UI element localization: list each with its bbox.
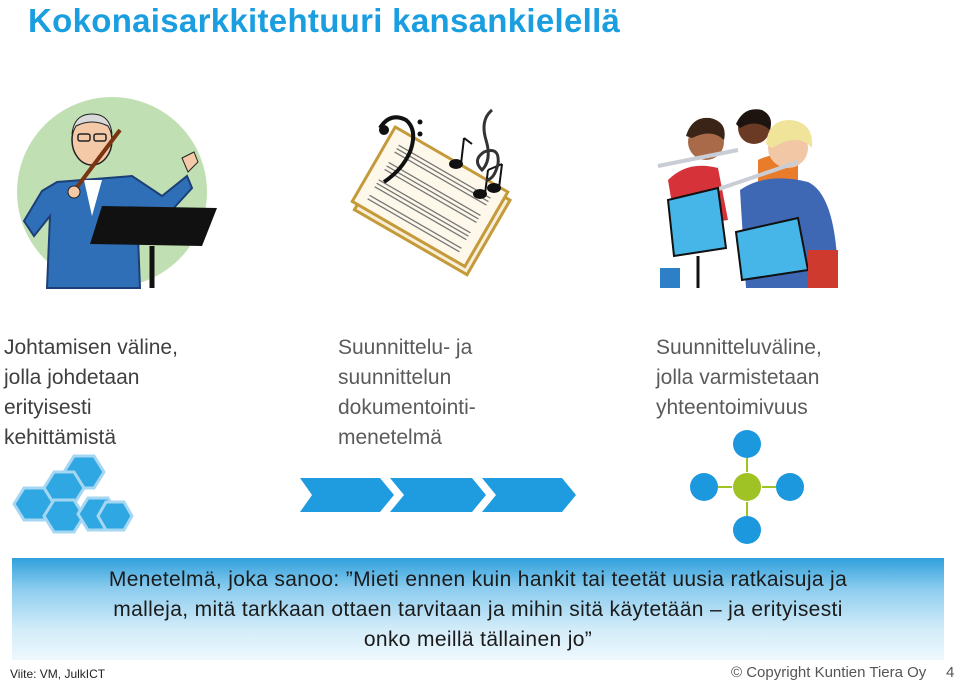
quote-line-1: Menetelmä, joka sanoo: ”Mieti ennen kuin hankit tai teetät uusia ratkaisuja ja — [108, 568, 848, 591]
quote-line-3: onko meillä tällainen jo” — [363, 628, 593, 651]
node — [733, 516, 761, 544]
column-3-text: Suunnitteluväline, jolla varmistetaan yhteentoimivuus — [656, 336, 822, 419]
quote-box — [12, 558, 944, 660]
page-title: Kokonaisarkkitehtuuri kansankielellä — [28, 2, 621, 39]
chevron-arrows-icon — [300, 478, 580, 512]
flute-players-clipart — [648, 100, 848, 288]
column-1-text: Johtamisen väline, jolla johdetaan erityisesti kehittämistä — [4, 336, 178, 449]
network-nodes-icon — [688, 428, 806, 546]
node — [733, 430, 761, 458]
page-number: 4 — [946, 664, 955, 681]
source-note: Viite: VM, JulkICT — [10, 667, 106, 681]
music-stand — [90, 206, 217, 246]
node — [690, 473, 718, 501]
sheet-music-clipart — [322, 100, 532, 290]
column-2-text: Suunnittelu- ja suunnittelun dokumentointi- menetelmä — [338, 336, 476, 449]
quote-line-2: malleja, mitä tarkkaan ottaen tarvitaan ja mihin sitä käytetään – ja erityisesti — [113, 598, 843, 621]
node — [776, 473, 804, 501]
copyright-note: © Copyright Kuntien Tiera Oy — [731, 664, 927, 681]
music-stand — [668, 188, 726, 256]
node-center — [733, 473, 761, 501]
conductor-clipart — [12, 96, 232, 292]
hexagon-cluster-icon — [10, 454, 136, 534]
